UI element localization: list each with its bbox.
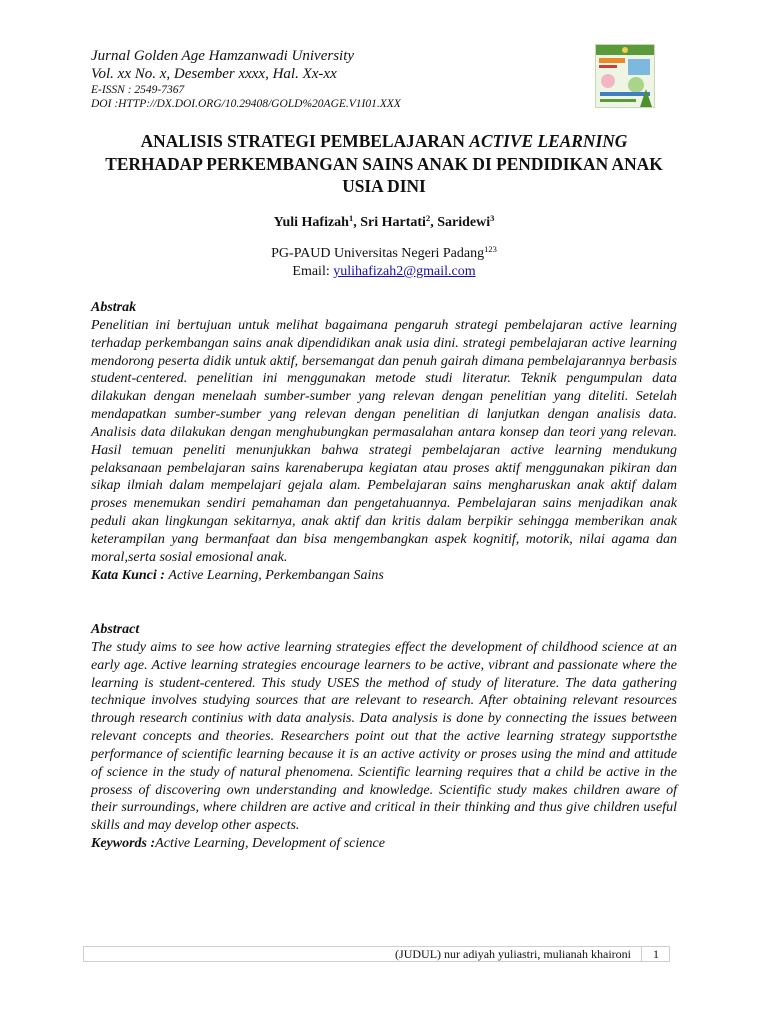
author-name: Sri Hartati [360,215,426,230]
journal-header [91,47,611,111]
page-number: 1 [653,947,659,961]
title-line-3: USIA DINI [342,176,426,196]
journal-doi: DOI :HTTP://DX.DOI.ORG/10.29408/GOLD%20AGE.V1I01.XXX [91,98,401,110]
author-affiliation-mark: 3 [490,213,495,223]
journal-volume: Vol. xx No. x, Desember xxxx, Hal. Xx-xx [91,66,337,82]
footer-divider [641,947,642,961]
abstrak-keywords [91,567,677,585]
abstract-heading: Abstract [91,622,140,637]
running-head: (JUDUL) nur adiyah yuliastri, mulianah khaironi [395,947,631,961]
affiliation-text: PG-PAUD Universitas Negeri Padang [271,246,485,261]
author-email: Email: yulihafizah2@gmail.com [292,264,476,279]
abstract-section [91,621,677,853]
abstrak-section [91,299,677,585]
title-line-1: ANALISIS STRATEGI PEMBELAJARAN ACTIVE LEARNING [140,131,628,151]
keywords-label: Keywords : [91,836,156,852]
keywords-value: Active Learning, Development of science [155,836,385,852]
paper-title [80,130,688,198]
author-name: Saridewi [437,215,491,230]
affiliation-mark: 123 [484,244,497,254]
title-italic-term: ACTIVE LEARNING [469,131,628,151]
journal-issn: E-ISSN : 2549-7367 [91,84,185,96]
author-affiliation-mark: 1 [348,213,354,223]
journal-name: Jurnal Golden Age Hamzanwadi University [91,48,355,64]
abstract-body: The study aims to see how active learning strategies effect the development of childhood science at an early age. Active learning strategies encourage learners to be active, vibrant and passionate where the learning is student-centered. This study USES the method of study of literature. The data gathering technique involves studying sources that are relevant to research. After obtaining relevant resources through research continius with data analysis. Data analysis is done by connecting the issues between relevant concepts and theories. Researchers point out that the active learning strategy supportsthe performance of scientific learning because it is an active activity or proses using the mind and attitude of science in the study of natural phenomena. Scientific learning requires that a child be active in the prosess of discovering own understanding and knowledge. Scientific study makes children aware of their surroundings, where children are active and critical in their thinking and thus give children useful skills and may develop other aspects. [91,639,677,834]
author-affiliation [80,245,688,281]
title-line-2: TERHADAP PERKEMBANGAN SAINS ANAK DI PENDIDIKAN ANAK [105,153,663,174]
abstract-keywords [91,835,677,853]
abstrak-body: Penelitian ini bertujuan untuk melihat bagaimana pengaruh strategi pembelajaran active learning terhadap perkembangan sains anak dipendidikan anak usia dini. strategi pembelajaran active learning mendorong peserta didik untuk aktif, bersemangat dan penuh gairah dimana pembelajarannya berbasis student-centered. penelitian ini menggunakan metode studi literatur. Teknik pengumpulan data dilakukan dengan menelaah sumber-sumber yang relevan dengan penelitian yang diteliti. Setelah mendapatkan sumber-sumber yang relevan dengan penelitian di lanjutkan dengan analisis data. Analisis data dilakukan dengan menghubungkan permasalahan antara konsep dan teori yang relevan. Hasil temuan peneliti menunjukkan bahwa strategi pembelajaran active learning mendukung pelaksanaan pembelajaran sains karenaberupa kegiatan atau proses aktif menggunakan pikiran dan sikap ilmiah dalam mempelajari gejala alam. Pembelajaran sains mengharuskan anak aktif dalam proses menemukan sendiri pemahaman dan pengetahuannya. Pembelajaran sains menjadikan anak peduli akan lingkungan sekitarnya, anak aktif dan kritis dalam berpikir sehingga memberikan anak keterampilan yang bermanfaat dan bisa mengembangkan aspek kognitif, motorik, nilai agama dan moral,serta sosial emosional anak. [91,317,677,565]
keywords-value: Active Learning, Perkembangan Sains [168,567,384,583]
keywords-label: Kata Kunci : [91,567,169,583]
author-name: Yuli Hafizah [273,215,349,230]
page-footer [83,946,670,962]
abstrak-heading: Abstrak [91,300,137,315]
author-list: Yuli Hafizah$^1$, Sri Hartati$^2$, Saridewi$^3$ [273,213,495,230]
journal-cover-icon [596,45,654,107]
author-affiliation-mark: 2 [425,213,431,223]
journal-cover-logo [595,44,655,108]
email-link[interactable]: yulihafizah2@gmail.com [333,264,476,279]
